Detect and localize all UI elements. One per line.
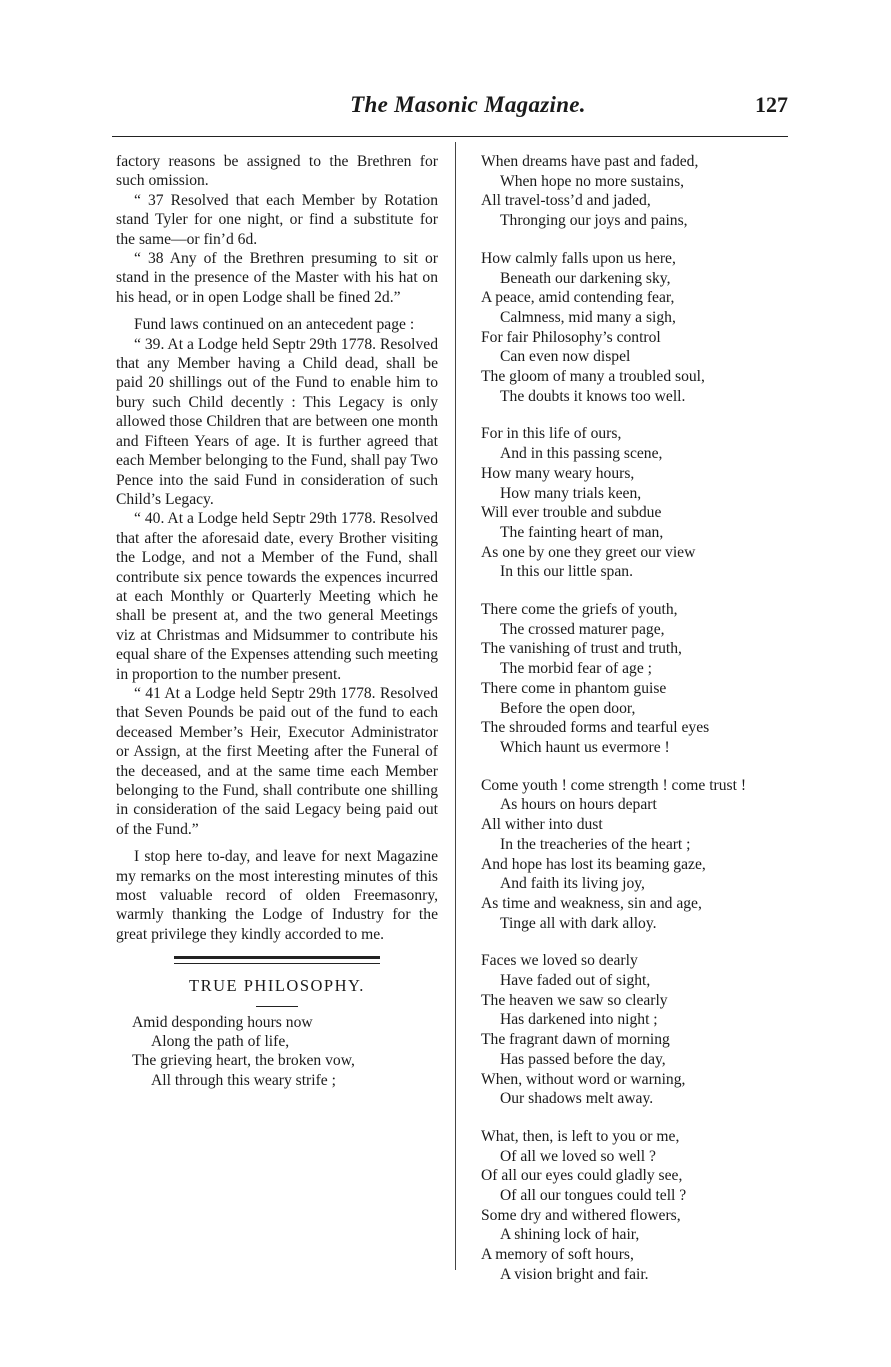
paragraph: “ 39. At a Lodge held Septr 29th 1778. Resolved that any Member having a Child dead, shall be paid 20 shillings out of the Fund to enable him to bury such Child decently : This Legacy is only allowed those Children that are between one month and Fifteen Years of age. It is further agreed that each Member belonging to the Fund, shall pay Two Pence into the said Fund in consideration of such Child’s Legacy. [116,335,438,508]
poem-line: As time and weakness, sin and age, [481,894,702,912]
poem-line: All travel-toss’d and jaded, [481,192,651,210]
poem-line: In this our little span. [500,563,633,581]
poem-line: Faces we loved so dearly [481,952,638,970]
poem-line: What, then, is left to you or me, [481,1127,680,1145]
paragraph: factory reasons be assigned to the Brethren for such omission. [116,153,438,190]
paragraph: Fund laws continued on an antecedent page : [134,316,415,334]
poem-line: Before the open door, [500,699,636,717]
poem-stanza [481,776,786,934]
poem-line: The gloom of many a troubled soul, [481,368,705,386]
paragraph: I stop here to-day, and leave for next Magazine my remarks on the most interesting minutes of this most valuable record of olden Freemasonry, warmly thanking the Lodge of Industry for the great privilege they kindly accorded to me. [116,848,438,943]
title-rule [256,1006,298,1007]
poem-line: Thronging our joys and pains, [500,212,688,230]
poem-line: Some dry and withered flowers, [481,1206,681,1224]
poem-line: The vanishing of trust and truth, [481,640,682,658]
poem-line: Our shadows melt away. [500,1090,654,1108]
poem-line: The grieving heart, the broken vow, [132,1052,355,1070]
right-column [481,152,786,1303]
poem-line: As hours on hours depart [500,796,657,814]
poem-line: All wither into dust [481,816,603,834]
poem-line: There come in phantom guise [481,679,667,697]
left-column [116,152,438,1108]
poem-title: TRUE PHILOSOPHY. [189,976,365,996]
poem-line: The fragrant dawn of morning [481,1031,670,1049]
poem-line: Which haunt us evermore ! [500,738,670,756]
poem-line: Has passed before the day, [500,1050,666,1068]
poem-line: Come youth ! come strength ! come trust ! [481,776,747,794]
poem-line: Calmness, mid many a sigh, [500,308,676,326]
poem-line: The fainting heart of man, [500,523,664,541]
poem-stanza [481,424,786,582]
running-title: The Masonic Magazine. [350,92,586,117]
poem-line: The shrouded forms and tearful eyes [481,719,710,737]
poem-stanza [481,600,786,758]
poem-line: When dreams have past and faded, [481,153,699,170]
poem-stanza [481,951,786,1109]
header-rule [112,136,788,137]
poem-line: Can even now dispel [500,348,631,366]
poem-line: Amid desponding hours now [132,1013,313,1031]
paragraph: “ 41 At a Lodge held Septr 29th 1778. Resolved that Seven Pounds be paid out of the fund to each deceased Member’s Heir, Executor Administrator or Assign, at the first Meeting after the Funeral of the deceased, and at the same time each Member belonging to the Fund, shall contribute one shilling in consideration of the said Legacy being paid out of the Fund.” [116,684,438,838]
poem-line: The crossed maturer page, [500,620,665,638]
poem-line: And in this passing scene, [500,445,663,463]
poem-line: A memory of soft hours, [481,1246,634,1264]
poem-stanza [481,152,786,231]
column-divider [455,142,456,1270]
page-header [108,88,788,128]
poem-line: How many trials keen, [500,484,642,502]
poem-line: All through this weary strife ; [151,1071,336,1089]
section-ornament-rule [174,956,380,964]
poem-line: Of all our eyes could gladly see, [481,1167,683,1185]
poem-line: As one by one they greet our view [481,543,696,561]
poem-line: And hope has lost its beaming gaze, [481,855,706,873]
paragraph: “ 37 Resolved that each Member by Rotation stand Tyler for one night, or find a substitute for the same—or fin’d 6d. [116,191,438,248]
paragraph: “ 40. At a Lodge held Septr 29th 1778. Resolved that after the aforesaid date, every Brother visiting the Lodge, and not a Member of the Fund, shall contribute six pence towards the expences incurred at each Monthly or Quarterly Meeting which he shall be present at, and the two general Meetings viz at Christmas and Midsummer to contribute his equal share of the Expenses attending such meeting in proportion to the number present. [116,510,438,683]
poem-line: How calmly falls upon us here, [481,249,676,267]
poem-line: Beneath our darkening sky, [500,269,671,287]
poem-line: Has darkened into night ; [500,1011,658,1029]
poem-line: A peace, amid contending fear, [481,289,675,307]
poem-line: Have faded out of sight, [500,972,651,990]
poem-line: Of all our tongues could tell ? [500,1187,687,1205]
poem-stanza [132,1013,438,1091]
poem-stanza [481,1127,786,1285]
poem-line: When, without word or warning, [481,1070,686,1088]
poem-stanza [481,249,786,407]
poem-line: For fair Philosophy’s control [481,328,661,346]
poem-line: In the treacheries of the heart ; [500,835,691,853]
poem-line: A shining lock of hair, [500,1226,640,1244]
poem-line: Of all we loved so well ? [500,1147,656,1165]
poem-line: How many weary hours, [481,464,635,482]
poem-line: When hope no more sustains, [500,172,685,190]
poem-line: The morbid fear of age ; [500,660,652,678]
page-number: 127 [755,92,788,117]
poem-line: For in this life of ours, [481,425,622,443]
poem-line: The doubts it knows too well. [500,387,686,405]
poem-line: The heaven we saw so clearly [481,991,668,1009]
poem-line: Along the path of life, [151,1033,290,1051]
poem-line: There come the griefs of youth, [481,601,678,619]
poem-line: A vision bright and fair. [500,1265,649,1283]
poem-line: Tinge all with dark alloy. [500,914,657,932]
poem-line: And faith its living joy, [500,875,645,893]
poem-line: Will ever trouble and subdue [481,504,662,522]
paragraph: “ 38 Any of the Brethren presuming to sit or stand in the presence of the Master with his hat on his head, or in open Lodge shall be fined 2d.” [116,250,438,306]
